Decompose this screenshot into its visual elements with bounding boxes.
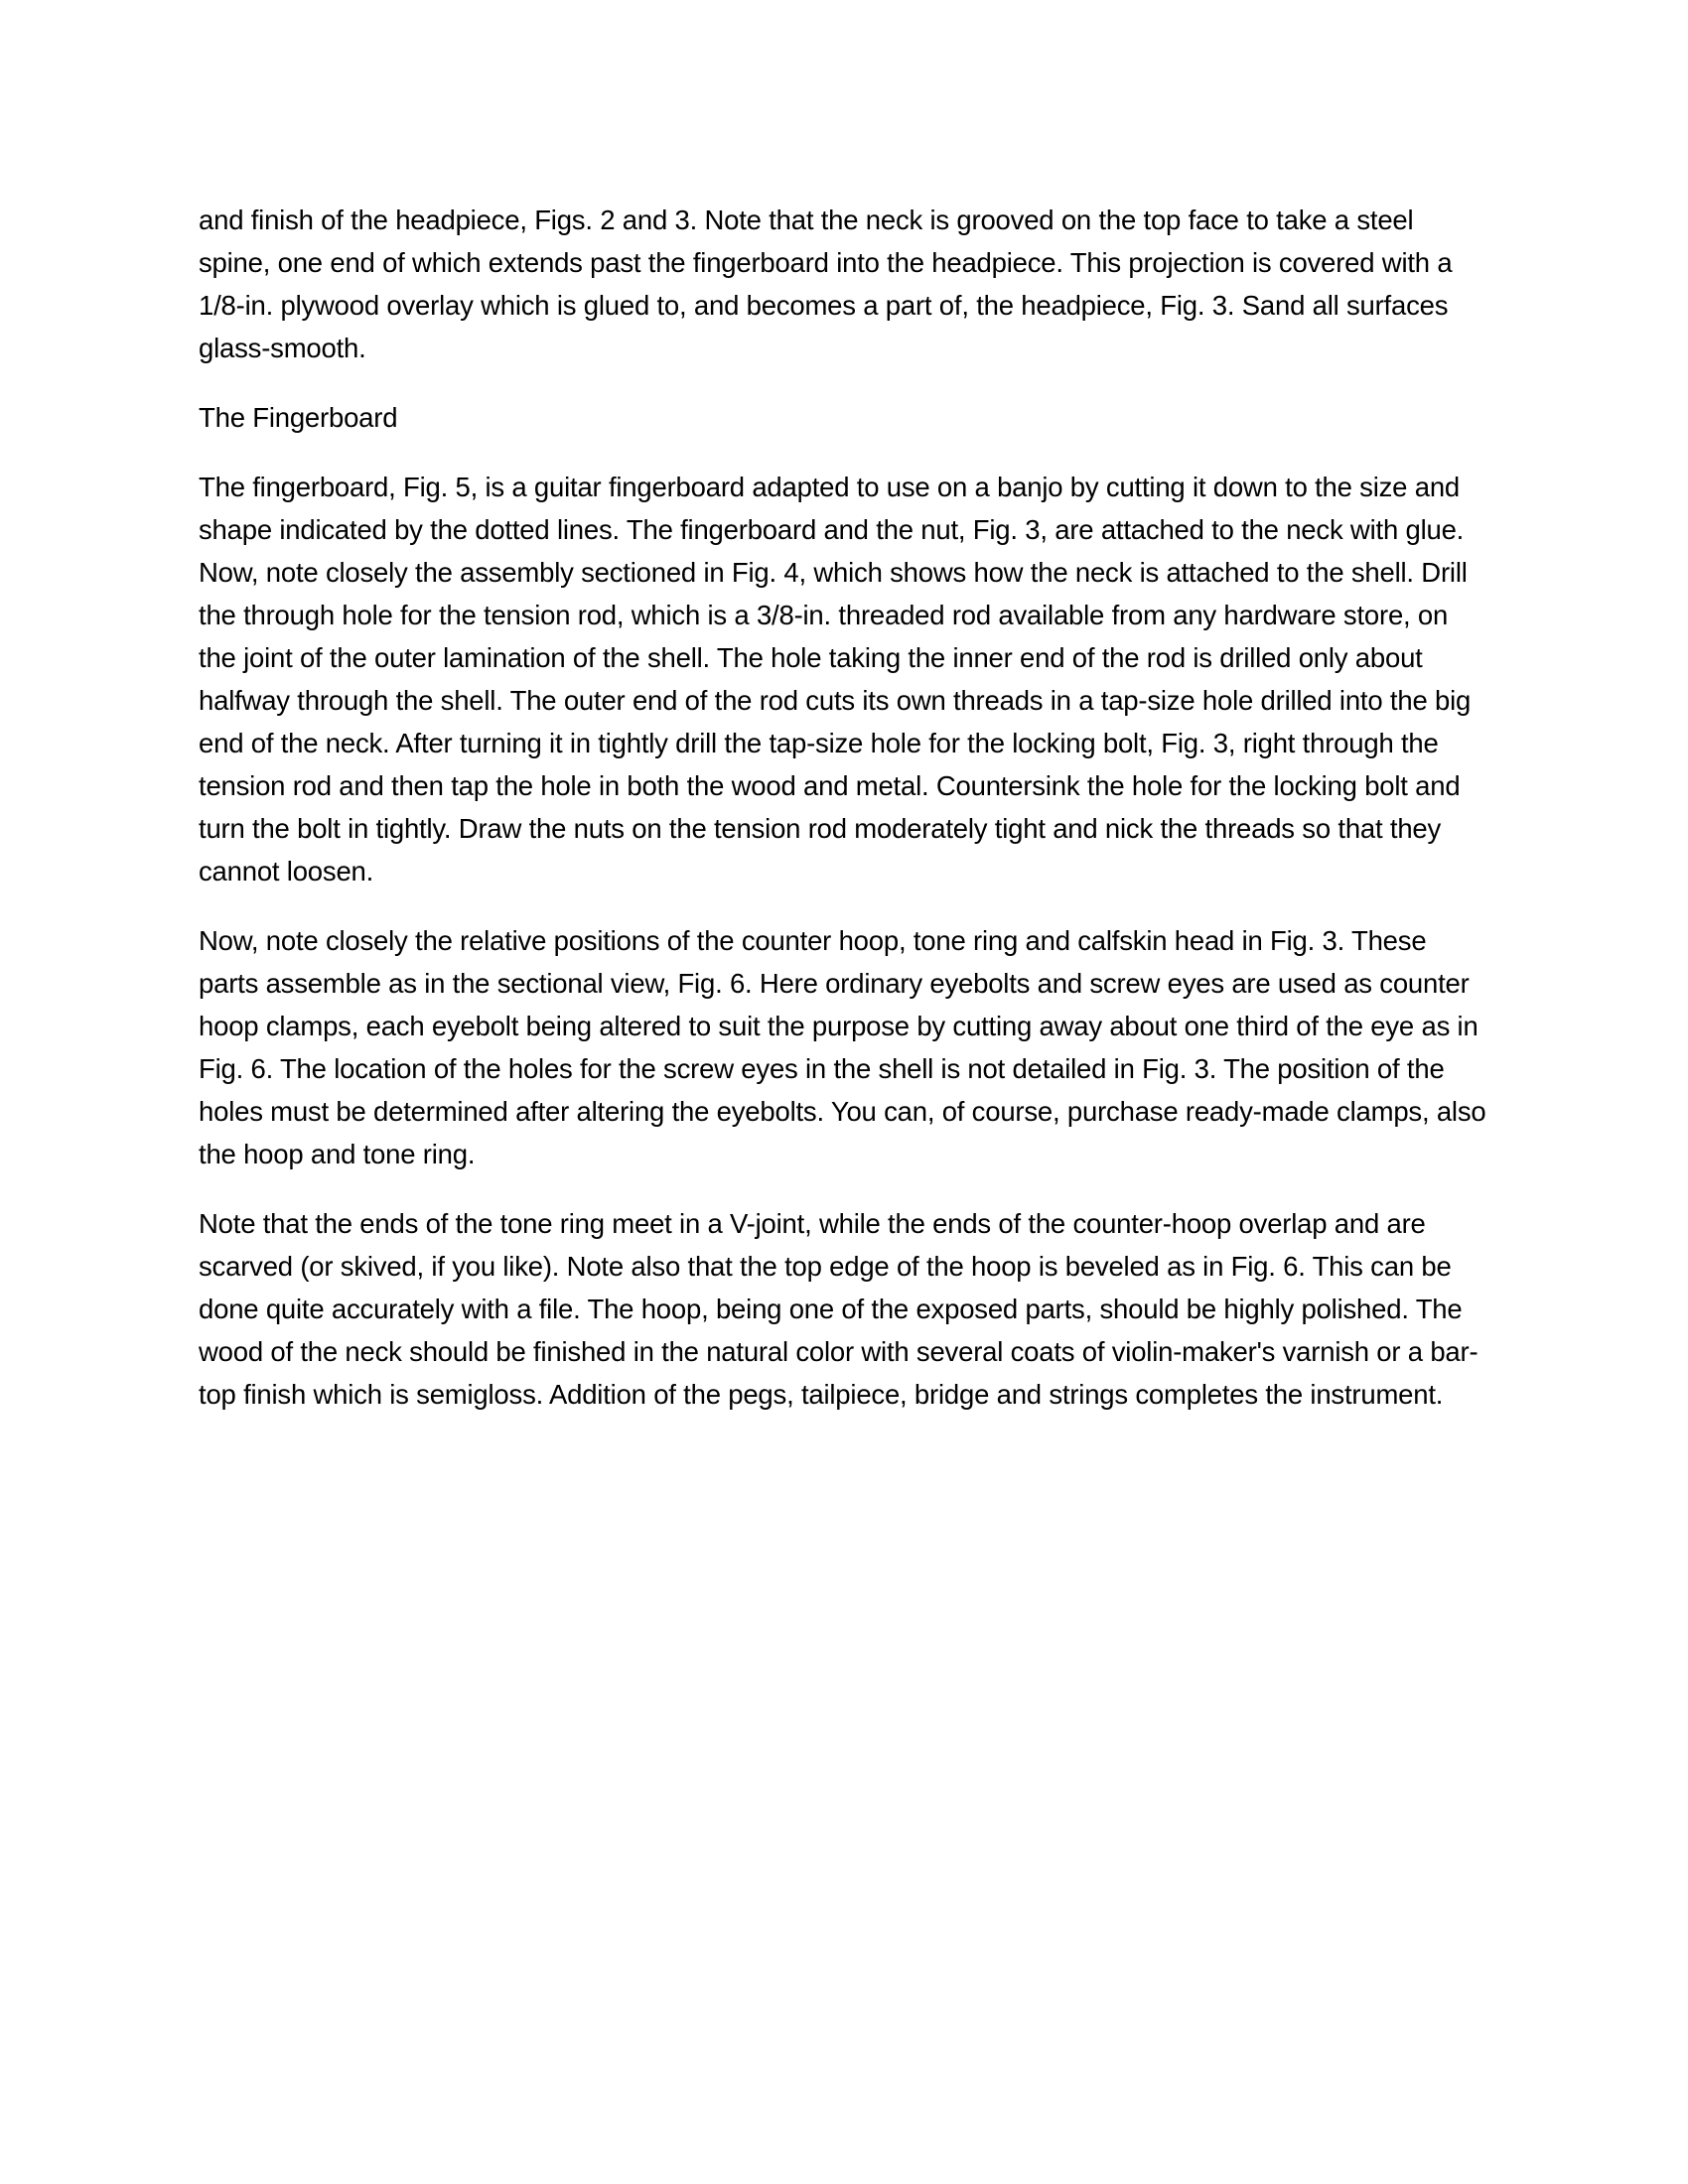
body-text	[199, 199, 1489, 1442]
paragraph-tone-ring: Note that the ends of the tone ring meet in a V-joint, while the ends of the counter-hoop overlap and are scarved (or skived, if you like). Note also that the top edge of the hoop is beveled as in Fig. 6. This can be done quite accurately with a file. The hoop, being one of the exposed parts, should be highly polished. The wood of the neck should be finished in the natural color with several coats of violin-maker's varnish or a bar-top finish which is semigloss. Addition of the pegs, tailpiece, bridge and strings completes the instrument.	[199, 1208, 1478, 1410]
paragraph-headpiece-finish: and finish of the headpiece, Figs. 2 and 3. Note that the neck is grooved on the top face to take a steel spine, one end of which extends past the fingerboard into the headpiece. This projection is covered with a 1/8-in. plywood overlay which is glued to, and becomes a part of, the headpiece, Fig. 3. Sand all surfaces glass-smooth.	[199, 205, 1453, 363]
paragraph-fingerboard: The fingerboard, Fig. 5, is a guitar fingerboard adapted to use on a banjo by cutting it down to the size and shape indicated by the dotted lines. The fingerboard and the nut, Fig. 3, are attached to the neck with glue. Now, note closely the assembly sectioned in Fig. 4, which shows how the neck is attached to the shell. Drill the through hole for the tension rod, which is a 3/8-in. threaded rod available from any hardware store, on the joint of the outer lamination of the shell. The hole taking the inner end of the rod is drilled only about halfway through the shell. The outer end of the rod cuts its own threads in a tap-size hole drilled into the big end of the neck. After turning it in tightly drill the tap-size hole for the locking bolt, Fig. 3, right through the tension rod and then tap the hole in both the wood and metal. Countersink the hole for the locking bolt and turn the bolt in tightly. Draw the nuts on the tension rod moderately tight and nick the threads so that they cannot loosen.	[199, 472, 1472, 887]
paragraph-counter-hoop: Now, note closely the relative positions of the counter hoop, tone ring and calfskin head in Fig. 3. These parts assemble as in the sectional view, Fig. 6. Here ordinary eyebolts and screw eyes are used as counter hoop clamps, each eyebolt being altered to suit the purpose by cutting away about one third of the eye as in Fig. 6. The location of the holes for the screw eyes in the shell is not detailed in Fig. 3. The position of the holes must be determined after altering the eyebolts. You can, of course, purchase ready-made clamps, also the hoop and tone ring.	[199, 925, 1486, 1169]
section-heading-fingerboard: The Fingerboard	[199, 402, 398, 433]
